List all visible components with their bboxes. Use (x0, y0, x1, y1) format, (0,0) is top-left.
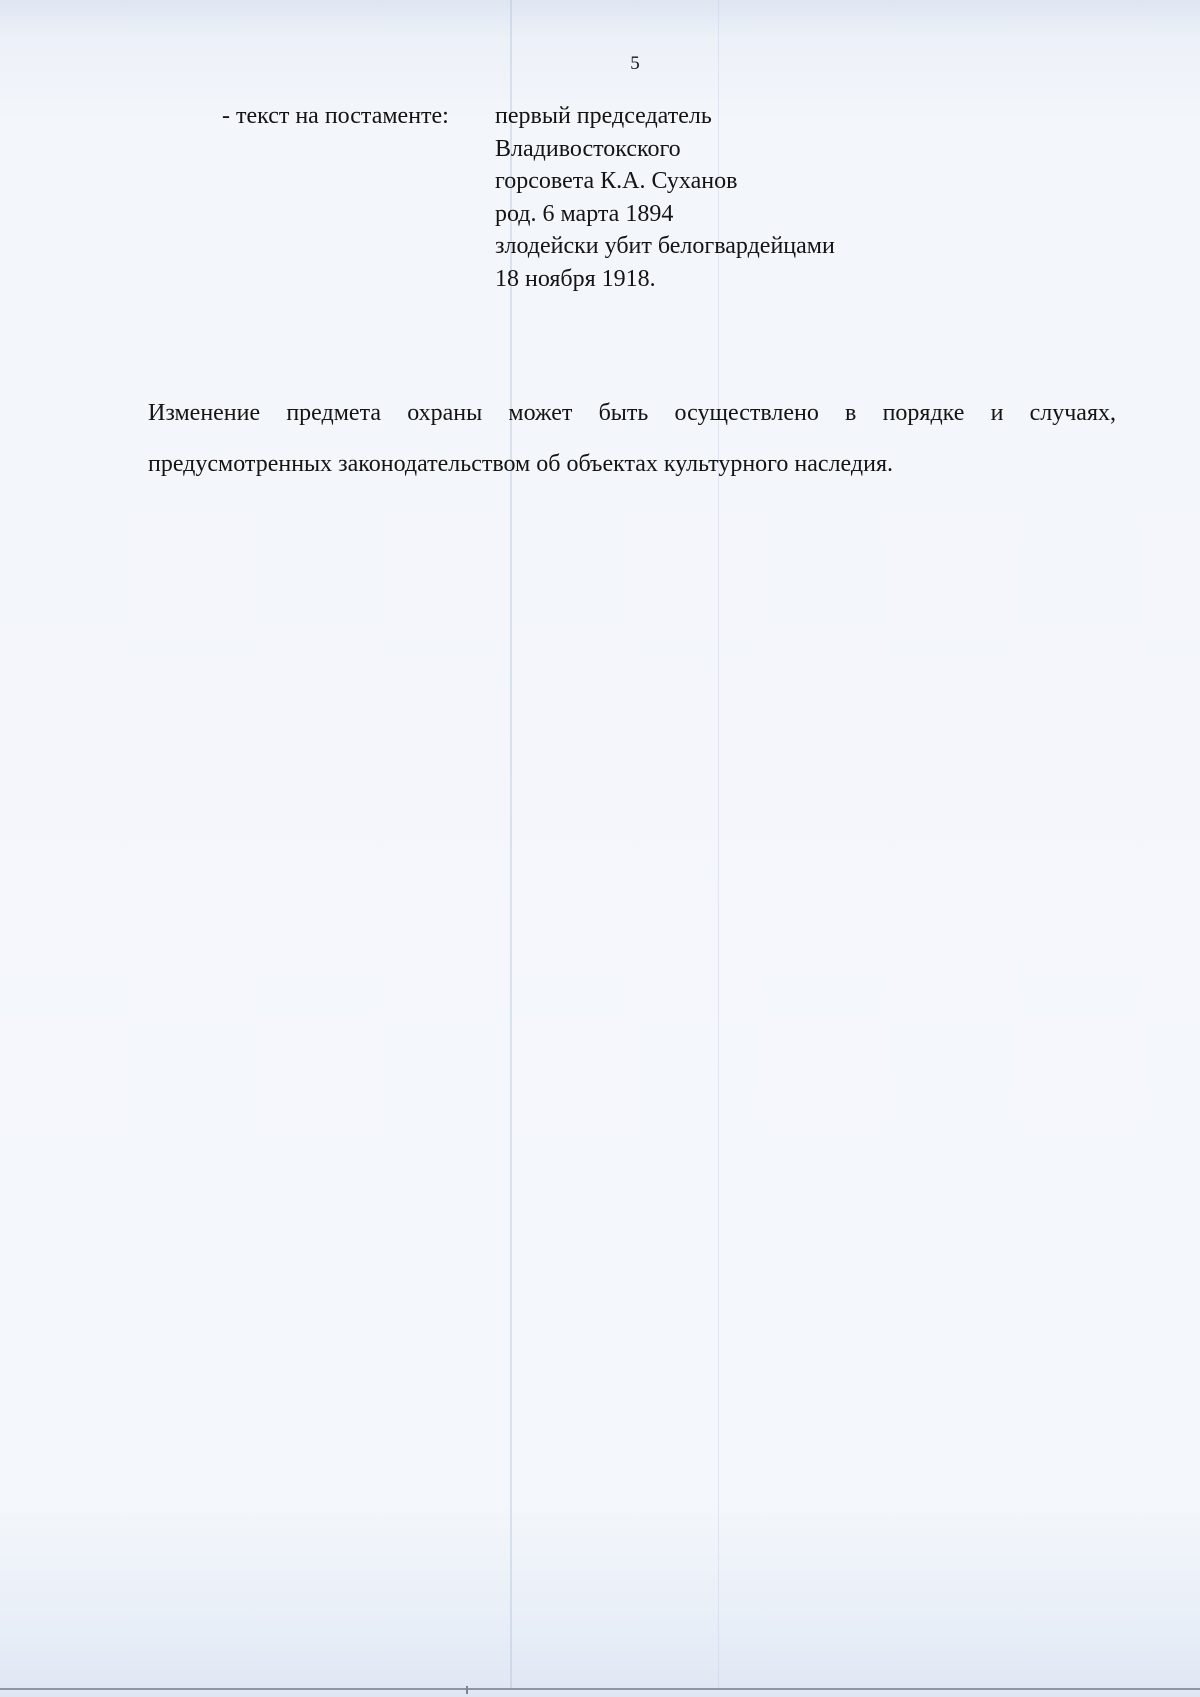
inscription-line: род. 6 марта 1894 (495, 200, 674, 227)
inscription-label: - текст на постаменте: (222, 103, 449, 129)
inscription-line: злодейски убит белогвардейцами (495, 233, 835, 259)
inscription-line: 18 ноября 1918. (495, 265, 656, 292)
inscription-line: горсовета К.А. Суханов (495, 168, 738, 194)
inscription-line: первый председатель (495, 103, 712, 129)
page-number: 5 (630, 53, 640, 74)
inscription-lines (495, 100, 835, 295)
protection-change-paragraph: Изменение предмета охраны может быть осуществлено в порядке и случаях, предусмотренных законодательством об объектах культурного наследия. (148, 400, 1116, 477)
scan-bottom-tick (466, 1686, 468, 1694)
inscription-line: Владивостокского (495, 135, 681, 162)
scan-bottom-edge (0, 1688, 1200, 1690)
